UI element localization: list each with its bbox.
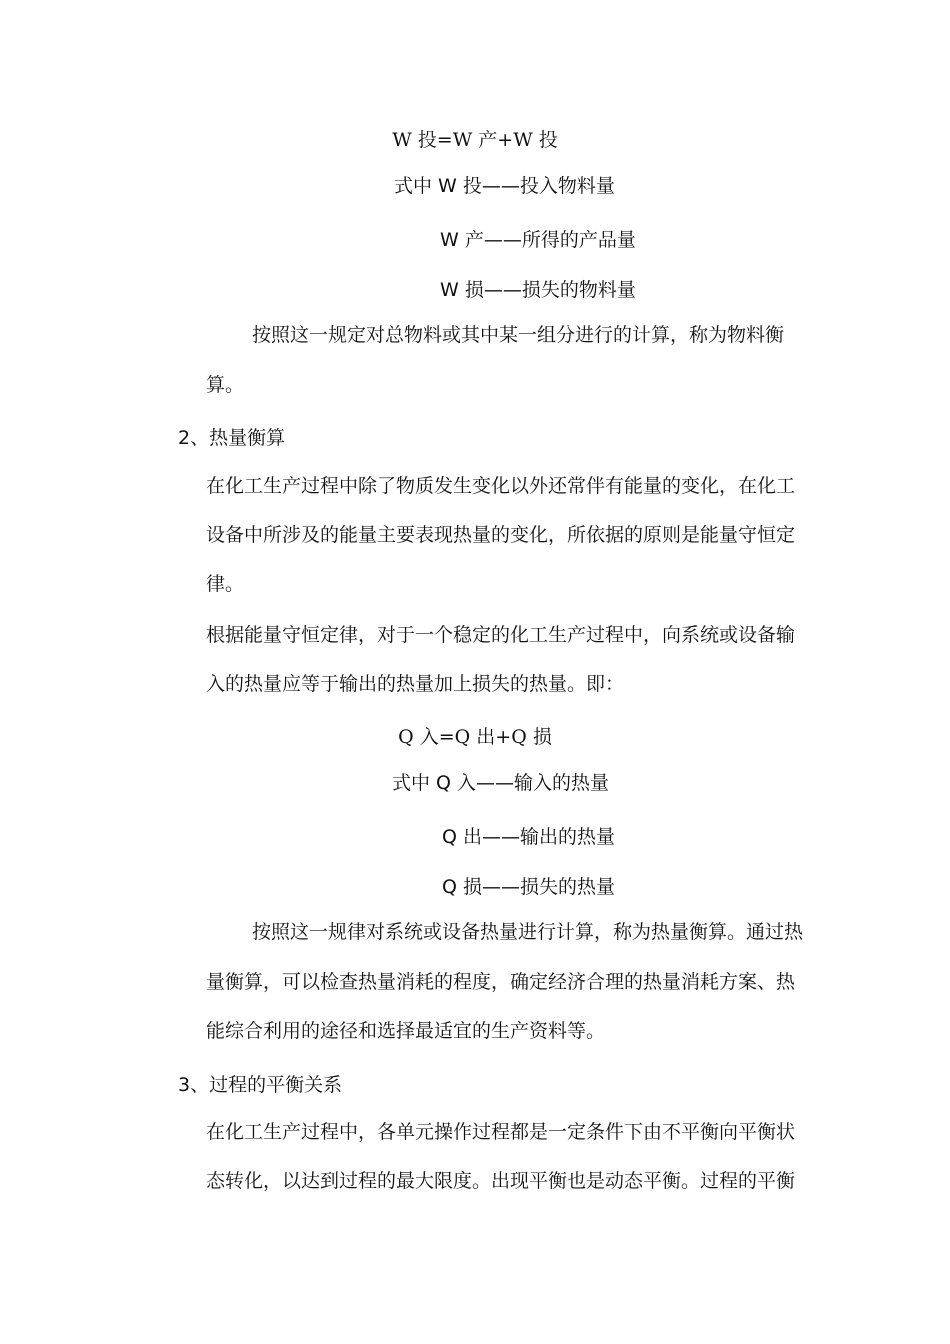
heat-definition-input: 式中 Q 入——输入的热量	[392, 772, 610, 794]
material-paragraph-line: 按照这一规定对总物料或其中某一组分进行的计算，称为物料衡	[252, 324, 785, 346]
heat-paragraph-line: 律。	[206, 573, 245, 595]
material-paragraph-line: 算。	[206, 374, 245, 396]
heat-definition-loss: Q 损——损失的热量	[442, 876, 615, 898]
heat-paragraph-line: 量衡算，可以检查热量消耗的程度，确定经济合理的热量消耗方案、热	[206, 971, 796, 993]
heat-paragraph-line: 设备中所涉及的能量主要表现热量的变化，所依据的原则是能量守恒定	[206, 524, 796, 546]
section-heading-process-equilibrium: 3、过程的平衡关系	[178, 1074, 343, 1096]
material-definition-product: W 产——所得的产品量	[440, 229, 636, 251]
heat-paragraph-line: 能综合利用的途径和选择最适宜的生产资料等。	[206, 1020, 606, 1042]
heat-paragraph-line: 根据能量守恒定律，对于一个稳定的化工生产过程中，向系统或设备输	[206, 624, 796, 646]
section-heading-heat-balance: 2、热量衡算	[178, 427, 286, 449]
equilibrium-paragraph-line: 在化工生产过程中，各单元操作过程都是一定条件下由不平衡向平衡状	[206, 1121, 796, 1143]
heat-definition-output: Q 出——输出的热量	[442, 826, 615, 848]
material-definition-input: 式中 W 投——投入物料量	[394, 175, 615, 197]
heat-paragraph-line: 入的热量应等于输出的热量加上损失的热量。即：	[206, 673, 625, 695]
heat-paragraph-line: 在化工生产过程中除了物质发生变化以外还常伴有能量的变化，在化工	[206, 475, 796, 497]
material-formula: W 投=W 产+W 投	[392, 129, 558, 151]
heat-formula: Q 入=Q 出+Q 损	[398, 726, 552, 748]
material-definition-loss: W 损——损失的物料量	[440, 279, 636, 301]
equilibrium-paragraph-line: 态转化，以达到过程的最大限度。出现平衡也是动态平衡。过程的平衡	[206, 1170, 796, 1192]
heat-paragraph-line: 按照这一规律对系统或设备热量进行计算，称为热量衡算。通过热	[252, 921, 804, 943]
